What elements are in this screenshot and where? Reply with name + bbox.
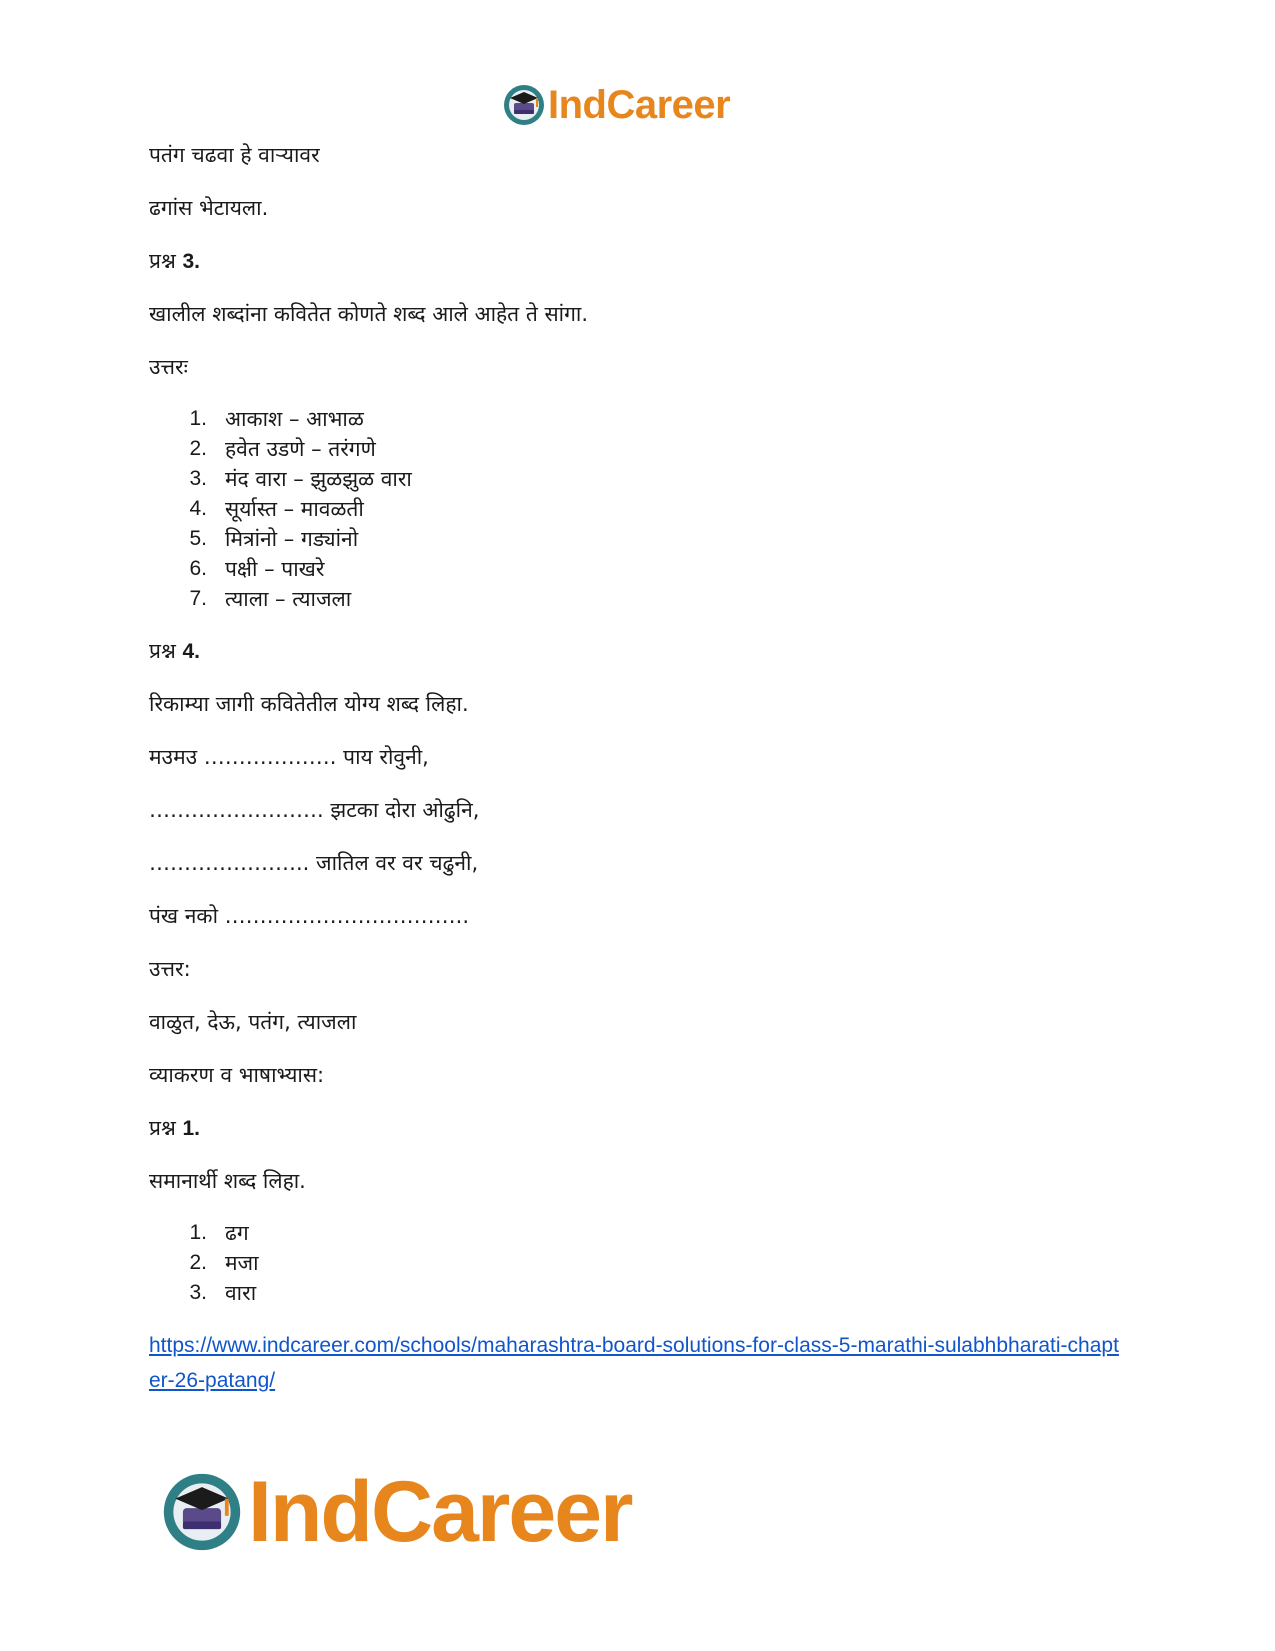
- list-item: [149, 524, 1129, 554]
- list-item: [149, 1218, 1129, 1248]
- question-heading: [149, 636, 1129, 666]
- question-text: खालील शब्दांना कवितेत कोणते शब्द आले आहेत ते सांगा.: [149, 302, 589, 326]
- question-heading: [149, 246, 1129, 276]
- question-number: 4.: [182, 640, 200, 663]
- section-heading: व्याकरण व भाषाभ्यास:: [149, 1063, 325, 1087]
- question-list: [149, 1218, 1129, 1308]
- list-item-number: 6 .: [187, 554, 225, 584]
- list-item-text: मंद वारा – झुळझुळ वारा: [225, 467, 412, 491]
- list-item: [149, 434, 1129, 464]
- graduation-cap-icon: [502, 83, 546, 127]
- fill-blank-line: मउमउ ………………. पाय रोवुनी,: [149, 745, 429, 769]
- list-item-text: पक्षी – पाखरे: [225, 557, 325, 581]
- list-item-text: मित्रांनो – गड्यांनो: [225, 527, 359, 551]
- list-item-text: ढग: [225, 1221, 249, 1245]
- list-item-number: 2 .: [187, 434, 225, 464]
- answer-label: उत्तर:: [149, 957, 191, 981]
- question-label: प्रश्न: [149, 1116, 176, 1140]
- list-item-number: 1 .: [187, 404, 225, 434]
- list-item-number: 3 .: [187, 464, 225, 494]
- source-link[interactable]: https://www.indcareer.com/schools/maharashtra-board-solutions-for-class-5-marathi-sulabhbharati-chapter-26-patang/: [149, 1334, 1119, 1392]
- fill-blank-line: पंख नको ……………………………..: [149, 904, 470, 928]
- poem-line: ढगांस भेटायला.: [149, 196, 269, 220]
- poem-line: पतंग चढवा हे वाऱ्यावर: [149, 143, 320, 167]
- list-item: [149, 1248, 1129, 1278]
- question-text: समानार्थी शब्द लिहा.: [149, 1169, 306, 1193]
- answer-text: वाळुत, देऊ, पतंग, त्याजला: [149, 1010, 357, 1034]
- answer-list: [149, 404, 1129, 614]
- list-item-text: वारा: [225, 1281, 257, 1305]
- list-item-text: सूर्यास्त – मावळती: [225, 497, 364, 521]
- list-item: [149, 464, 1129, 494]
- question-number: 3.: [182, 250, 200, 273]
- question-text: रिकाम्या जागी कवितेतील योग्य शब्द लिहा.: [149, 692, 469, 716]
- answer-label: उत्तरः: [149, 355, 188, 379]
- fill-blank-line: ………………….. जातिल वर वर चढुनी,: [149, 851, 479, 875]
- list-item: [149, 494, 1129, 524]
- document-body: [149, 140, 1129, 1398]
- footer-logo[interactable]: [160, 1462, 632, 1562]
- list-item-text: त्याला – त्याजला: [225, 587, 352, 611]
- logo-wordmark: IndCareer: [248, 1464, 632, 1560]
- list-item-text: मजा: [225, 1251, 259, 1275]
- fill-blank-line: ……………………. झटका दोरा ओढुनि,: [149, 798, 480, 822]
- list-item-number: 2 .: [187, 1248, 225, 1278]
- question-label: प्रश्न: [149, 639, 176, 663]
- question-number: 1.: [182, 1117, 200, 1140]
- list-item-number: 4 .: [187, 494, 225, 524]
- list-item: [149, 1278, 1129, 1308]
- list-item-number: 3 .: [187, 1278, 225, 1308]
- list-item: [149, 554, 1129, 584]
- list-item-number: 5 .: [187, 524, 225, 554]
- list-item-number: 1 .: [187, 1218, 225, 1248]
- list-item: [149, 404, 1129, 434]
- list-item-text: आकाश – आभाळ: [225, 407, 364, 431]
- list-item: [149, 584, 1129, 614]
- logo-wordmark: IndCareer: [548, 83, 731, 127]
- list-item-number: 7 .: [187, 584, 225, 614]
- header-logo[interactable]: [502, 80, 730, 130]
- graduation-cap-icon: [160, 1470, 244, 1554]
- question-heading: [149, 1113, 1129, 1143]
- question-label: प्रश्न: [149, 249, 176, 273]
- list-item-text: हवेत उडणे – तरंगणे: [225, 437, 376, 461]
